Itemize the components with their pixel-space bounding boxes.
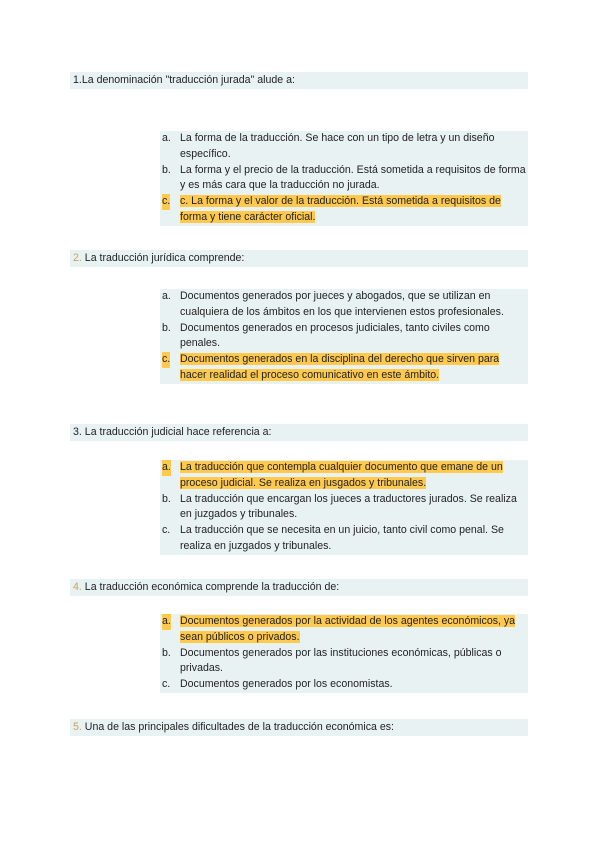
option-text: Documentos generados en la disciplina del derecho que sirven para hacer realidad el proceso comunicativo en este ámbito. xyxy=(180,353,500,381)
question-1-text: La denominación "traducción jurada" alude a: xyxy=(81,74,295,86)
option-letter: a. xyxy=(162,290,171,302)
option-4b[interactable] xyxy=(160,646,528,678)
option-text: La forma y el precio de la traducción. Está sometida a requisitos de forma y es más cara que la traducción no jurada. xyxy=(180,163,526,192)
question-4-options xyxy=(160,614,528,693)
question-1 xyxy=(70,72,528,89)
option-3b[interactable] xyxy=(160,492,528,524)
question-3-number: 3. xyxy=(73,426,82,438)
option-letter: b. xyxy=(162,492,171,505)
option-3c[interactable] xyxy=(160,523,528,555)
option-4a-selected[interactable] xyxy=(160,614,528,646)
option-letter: c. xyxy=(162,678,171,691)
question-3-options xyxy=(160,460,528,555)
question-5-text: Una de las principales dificultades de la traducción económica es: xyxy=(84,721,394,733)
question-4-text: La traducción económica comprende la traducción de: xyxy=(84,581,340,593)
option-text: Documentos generados por las instituciones económicas, públicas o privadas. xyxy=(180,646,502,675)
option-text: Documentos generados por jueces y abogados, que se utilizan en cualquiera de los ámbitos en los que intervienen estos profesionales. xyxy=(180,290,504,318)
option-text: La traducción que contempla cualquier documento que emane de un proceso judicial. Se realiza en jusgados y tribunales. xyxy=(180,461,503,489)
option-text: La forma de la traducción. Se hace con un tipo de letra y un diseño específico. xyxy=(180,132,495,160)
option-text: Documentos generados por la actividad de los agentes económicos, ya sean públicos o privados. xyxy=(180,615,516,643)
question-4-number: 4. xyxy=(73,581,82,593)
option-letter: c. xyxy=(162,194,170,210)
option-4c[interactable] xyxy=(160,677,528,693)
option-letter: a. xyxy=(162,614,171,630)
option-text: c. La forma y el valor de la traducción. Está sometida a requisitos de forma y tiene carácter oficial. xyxy=(180,195,501,223)
question-2-number: 2. xyxy=(73,252,82,264)
option-letter: c. xyxy=(162,352,170,368)
option-2c-selected[interactable] xyxy=(160,352,528,384)
option-letter: b. xyxy=(162,163,171,176)
question-4 xyxy=(70,579,528,596)
option-3a-selected[interactable] xyxy=(160,460,528,492)
question-5-number: 5. xyxy=(73,721,82,733)
option-text: Documentos generados por los economistas. xyxy=(180,678,393,691)
option-letter: b. xyxy=(162,321,171,334)
option-text: Documentos generados en procesos judiciales, tanto civiles como penales. xyxy=(180,321,490,350)
option-1b[interactable] xyxy=(160,163,528,195)
option-2a[interactable] xyxy=(160,289,528,321)
question-1-options xyxy=(160,131,528,226)
option-1a[interactable] xyxy=(160,131,528,163)
option-text: La traducción que se necesita en un juicio, tanto civil como penal. Se realiza en juzgados y tribunales. xyxy=(180,524,504,552)
option-text: La traducción que encargan los jueces a traductores jurados. Se realiza en juzgados y tribunales. xyxy=(180,492,517,521)
question-3-text: La traducción judicial hace referencia a: xyxy=(84,426,272,438)
option-letter: b. xyxy=(162,646,171,659)
question-5 xyxy=(70,719,528,736)
question-3 xyxy=(70,424,528,441)
option-letter: c. xyxy=(162,524,171,537)
question-2 xyxy=(70,250,528,267)
option-letter: a. xyxy=(162,460,171,476)
option-2b[interactable] xyxy=(160,321,528,353)
question-2-text: La traducción jurídica comprende: xyxy=(84,252,245,264)
option-letter: a. xyxy=(162,132,171,144)
option-1c-selected[interactable] xyxy=(160,194,528,226)
question-2-options xyxy=(160,289,528,384)
question-1-number: 1. xyxy=(73,74,82,86)
